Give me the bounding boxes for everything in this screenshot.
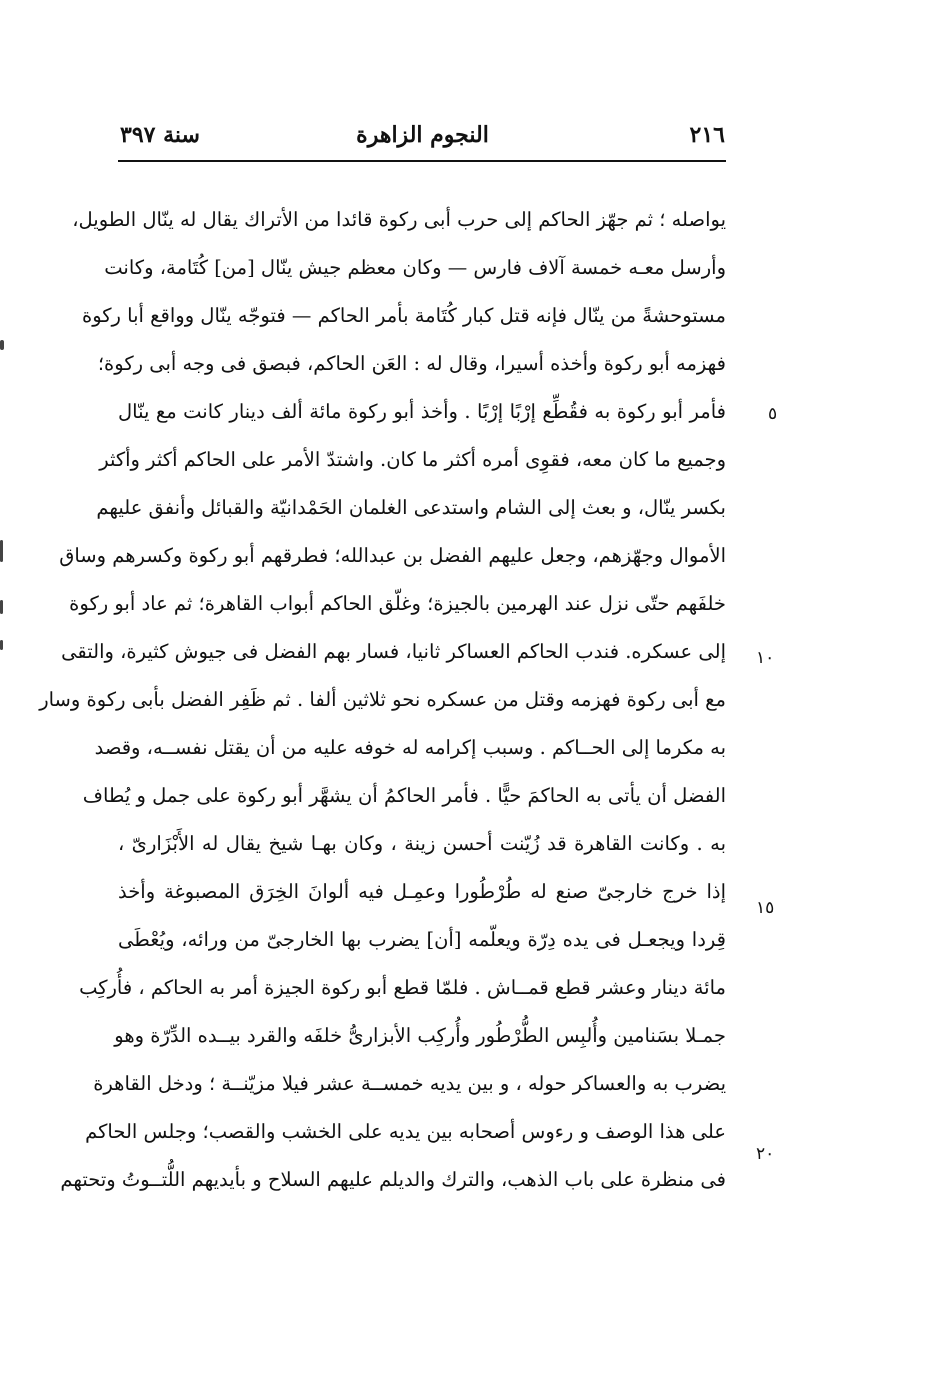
- text-line: فى منظرة على باب الذهب، والترك والديلم عليهم السلاح و بأيديهم اللُّتــوتُ وتحتهم: [60, 1168, 726, 1191]
- scan-speck: [0, 640, 3, 650]
- text-line: إذا خرج خارجىّ صنع له طُرْطُورا وعمِـل فيه ألوانَ الخِرَق المصبوغة وأخذ: [118, 880, 726, 903]
- running-header: [120, 118, 725, 158]
- page-number: ٢١٦: [689, 122, 725, 148]
- text-line: فأمر أبو ركوة به فقُطِّع إرْبًا إرْبًا . وأخذ أبو ركوة مائة ألف دينار كانت مع ينّال: [118, 400, 726, 423]
- text-line: فهزمه أبو ركوة وأخذه أسيرا، وقال له : العَن الحاكم، فبصق فى وجه أبى ركوة؛: [97, 352, 726, 375]
- text-line: الفضل أن يأتى به الحاكمَ حيًّا . فأمر الحاكمُ أن يشهَّر أبو ركوة على جمل و يُطاف: [82, 784, 726, 807]
- line-number-15: ١٥: [756, 898, 775, 918]
- text-line: به . وكانت القاهرة قد زُيّنت أحسن زينة ، وكان بهـا شيخ يقال له الأَبْزَارىّ ،: [118, 832, 726, 855]
- text-line: على هذا الوصف و رءوس أصحابه بين يديه على الخشب والقصب؛ وجلس الحاكم: [85, 1120, 726, 1143]
- scan-speck: [0, 540, 3, 562]
- book-title: النجوم الزاهرة: [356, 122, 489, 148]
- scan-edge-marks: [0, 0, 14, 1376]
- scan-speck: [0, 340, 4, 350]
- line-number-5: ٥: [768, 404, 778, 424]
- text-line: بكسر ينّال، و بعث إلى الشام واستدعى الغلمان الحَمْدانيّة والقبائل وأنفق عليهم: [96, 496, 726, 519]
- scan-speck: [0, 600, 3, 614]
- text-line: الأموال وجهّزهم، وجعل عليهم الفضل بن عبدالله؛ فطرقهم أبو ركوة وكسرهم وساق: [59, 544, 726, 567]
- text-line: قِردا ويجعـل فى يده دِرّة ويعلّمه [أن] يضرب بها الخارجىّ من ورائه، ويُعْطَى: [118, 928, 726, 951]
- text-line: خلفَهم حتّى نزل عند الهرمين بالجيزة؛ وغلّق الحاكم أبواب القاهرة؛ ثم عاد أبو ركوة: [69, 592, 726, 615]
- text-line: يضرب به والعساكر حوله ، و بين يديه خمســة عشر فيلا مزيّنــة ؛ ودخل القاهرة: [93, 1072, 726, 1095]
- text-line: مستوحشةً من ينّال فإنه قتل كبار كُتَامة بأمر الحاكم — فتوجّه ينّال وواقع أبا ركوة: [81, 304, 726, 327]
- line-number-10: ١٠: [756, 648, 775, 668]
- line-number-20: ٢٠: [756, 1144, 775, 1164]
- header-rule: [118, 160, 726, 162]
- year-label: سنة ٣٩٧: [120, 122, 200, 148]
- text-line: مائة دينار وعشر قطع قمــاش . فلمّا قطع أبو ركوة الجيزة أمر به الحاكم ، فأُركِب: [79, 976, 726, 999]
- text-line: وجميع ما كان معه، فقوِى أمره أكثر ما كان. واشتدّ الأمر على الحاكم أكثر وأكثر: [99, 448, 726, 471]
- text-line: جمـلا بسَنامين وأُلبِس الطُّرْطُور وأُركِب الأبزارىُّ خلفَه والقرد بيــده الدِّرّة وهو: [114, 1024, 726, 1047]
- text-line: إلى عسكره. فندب الحاكم العساكر ثانيا، فسار بهم الفضل فى جيوش كثيرة، والتقى: [61, 640, 726, 663]
- text-line: مع أبى ركوة فهزمه وقتل من عسكره نحو ثلاثين ألفا . ثم ظَفِر الفضل بأبى ركوة وسار: [39, 688, 726, 711]
- body-text: [39, 196, 726, 1204]
- text-line: وأرسل معـه خمسة آلاف فارس — وكان معظم جيش ينّال [من] كُتَامة، وكانت: [104, 256, 726, 279]
- text-line: به مكرما إلى الحــاكم . وسبب إكرامه له خوفه عليه من أن يقتل نفســه، وقصد: [94, 736, 726, 759]
- text-line: يواصله ؛ ثم جهّز الحاكم إلى حرب أبى ركوة قائدا من الأتراك يقال له ينّال الطويل،: [72, 208, 726, 231]
